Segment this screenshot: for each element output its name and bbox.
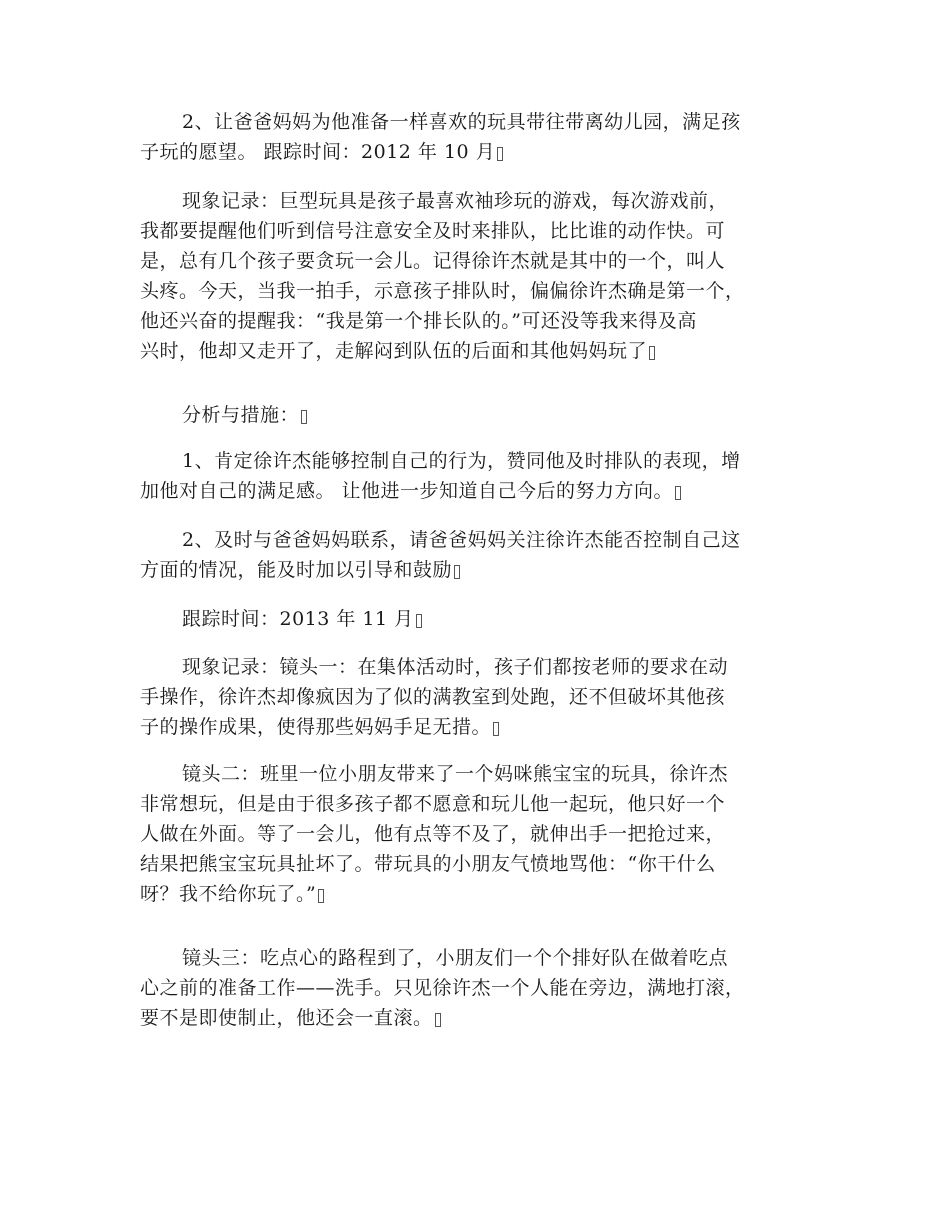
paragraph-mark-icon xyxy=(435,1013,441,1027)
paragraph-scene-3 xyxy=(140,943,820,1033)
paragraph-mark-icon xyxy=(318,889,324,903)
paragraph-toy-request xyxy=(140,107,820,167)
paragraph-mark-icon xyxy=(454,565,460,579)
paragraph-observation-scene-1 xyxy=(140,652,820,742)
text-line: 子玩的愿望。 跟踪时间：2012 年 10 月 xyxy=(140,141,496,163)
text-line: 方面的情况，能及时加以引导和鼓励 xyxy=(140,559,453,581)
paragraph-analysis-heading xyxy=(140,400,820,430)
text-line: 兴时，他却又走开了，走解闷到队伍的后面和其他妈妈玩了 xyxy=(140,340,648,362)
tracking-date: 跟踪时间：2013 年 11 月 xyxy=(182,608,414,630)
paragraph-mark-icon xyxy=(416,614,422,628)
paragraph-observation-1 xyxy=(140,186,820,366)
text-line: 现象记录：巨型玩具是孩子最喜欢袖珍玩的游戏，每次游戏前， xyxy=(182,190,729,212)
text-line: 非常想玩，但是由于很多孩子都不愿意和玩儿他一起玩，他只好一个 xyxy=(140,793,726,815)
text-line: 现象记录：镜头一：在集体活动时，孩子们都按老师的要求在动 xyxy=(182,656,729,678)
text-line: 我都要提醒他们听到信号注意安全及时来排队，比比谁的动作快。可 xyxy=(140,220,726,242)
text-line: 结果把熊宝宝玩具扯坏了。带玩具的小朋友气愤地骂他：“你干什么 xyxy=(140,853,716,875)
text-line: 他还兴奋的提醒我：“我是第一个排长队的。”可还没等我来得及高 xyxy=(140,310,697,332)
text-line: 2、及时与爸爸妈妈联系，请爸爸妈妈关注徐许杰能否控制自己这 xyxy=(182,529,741,551)
paragraph-mark-icon xyxy=(675,486,681,500)
section-heading: 分析与措施： xyxy=(182,404,300,426)
text-line: 头疼。今天，当我一拍手，示意孩子排队时，偏偏徐许杰确是第一个， xyxy=(140,280,745,302)
paragraph-mark-icon xyxy=(493,722,499,736)
text-line: 镜头三：吃点心的路程到了，小朋友们一个个排好队在做着吃点 xyxy=(182,947,729,969)
paragraph-measure-2 xyxy=(140,525,820,585)
paragraph-mark-icon xyxy=(497,147,503,161)
text-line: 呀？我不给你玩了。” xyxy=(140,883,317,905)
paragraph-measure-1 xyxy=(140,446,820,506)
paragraph-mark-icon xyxy=(649,346,655,360)
text-line: 手操作，徐许杰却像疯因为了似的满教室到处跑，还不但破坏其他孩 xyxy=(140,686,726,708)
paragraph-tracking-date xyxy=(140,604,820,634)
text-line: 加他对自己的满足感。 让他进一步知道自己今后的努力方向。 xyxy=(140,480,674,502)
text-line: 2、让爸爸妈妈为他准备一样喜欢的玩具带往带离幼儿园，满足孩 xyxy=(182,111,741,133)
text-line: 子的操作成果，使得那些妈妈手足无措。 xyxy=(140,716,492,738)
text-line: 要不是即使制止，他还会一直滚。 xyxy=(140,1007,433,1029)
text-line: 1、肯定徐许杰能够控制自己的行为，赞同他及时排队的表现，增 xyxy=(182,450,741,472)
text-line: 心之前的准备工作——洗手。只见徐许杰一个人能在旁边，满地打滚， xyxy=(140,977,745,999)
text-line: 镜头二：班里一位小朋友带来了一个妈咪熊宝宝的玩具，徐许杰 xyxy=(182,763,729,785)
paragraph-mark-icon xyxy=(301,410,307,424)
paragraph-scene-2 xyxy=(140,759,820,909)
text-line: 是，总有几个孩子要贪玩一会儿。记得徐许杰就是其中的一个，叫人 xyxy=(140,250,726,272)
text-line: 人做在外面。等了一会儿，他有点等不及了，就伸出手一把抢过来， xyxy=(140,823,726,845)
